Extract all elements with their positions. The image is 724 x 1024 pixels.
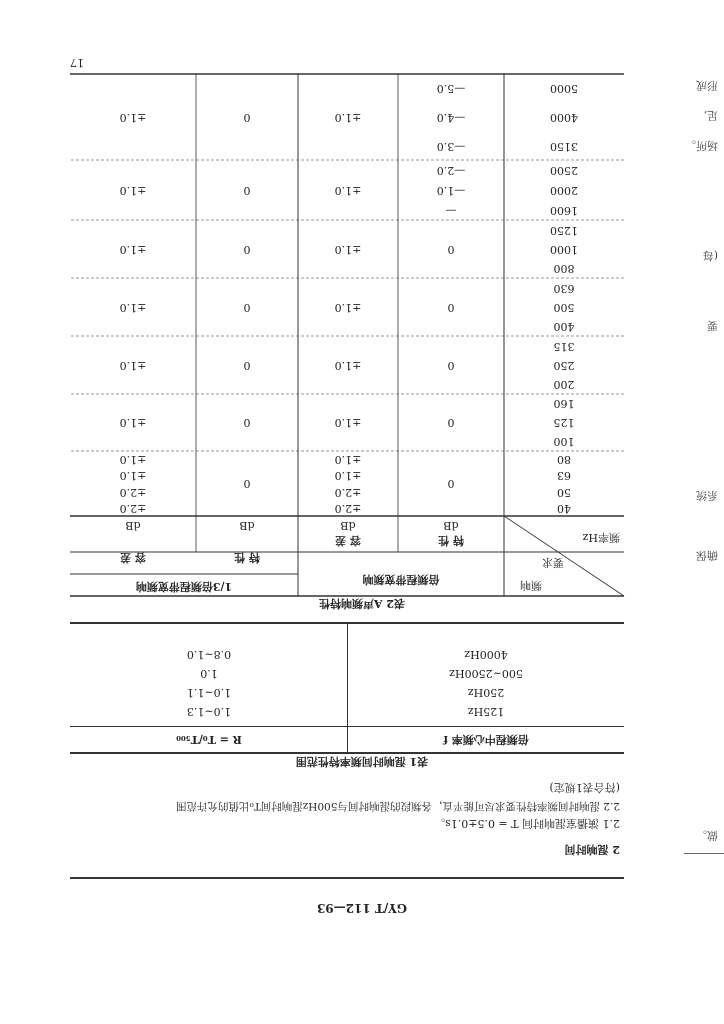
table2-cell: 3150 [550,139,578,153]
table2-cell: 250 [553,359,575,372]
group-label-third: 1/3倍频程带宽频响 [135,580,233,593]
table2-cell: ±1.0 [334,184,362,197]
table1-freq-cell: 125Hz [467,705,505,718]
table2-cell: 5000 [550,82,578,96]
table2-cell: —5.0 [436,82,466,96]
paragraph-2-1: 2.1 演播室混响时间 T = 0.5±0.1s。 [434,817,620,830]
table2-cell: 0 [243,301,251,314]
section-title: 2 混响时间 [564,843,620,856]
sub-oct-char-unit: dB [443,519,459,532]
margin-rule [684,853,724,854]
table1-caption: 表1 混响时间频率特性范围 [295,755,429,768]
table2-cell: 63 [557,469,571,483]
table2-cell: 125 [553,416,575,430]
table2-cell: ±1.0 [119,111,147,124]
table2-cell: 0 [447,359,455,372]
sub-third-tol-unit: dB [125,519,141,532]
margin-fragment: 足, [703,109,718,122]
table2-cell: —4.0 [436,111,466,124]
margin-fragment: 确保 [696,549,718,562]
table2-cell: 400 [553,320,575,334]
table2-cell: ±2.0 [334,501,362,515]
table2-cell: ±1.0 [119,469,147,483]
table2-cell: ±1.0 [334,243,362,256]
table2-cell: — [445,204,457,217]
table1-col-freq: 倍频程中心频率 f [443,733,529,746]
corner-label-freq: 频率Hz [582,531,620,544]
page-number: 17 [70,56,84,69]
table2-cell: ±1.0 [119,301,147,314]
table1-freq-cell: 500~2500Hz [449,667,523,680]
table2-cell: ±1.0 [119,453,147,467]
table2-cell: 0 [447,243,455,256]
table2-cell: 800 [553,262,575,276]
corner-label-req: 要求 [542,556,564,569]
table2-cell: 200 [553,378,575,392]
table2-cell: 0 [243,243,251,256]
table2-cell: ±1.0 [119,243,147,256]
sub-third-char: 特 性 [234,551,260,564]
table2-cell: 0 [243,477,251,491]
table2-cell: 630 [553,281,575,295]
table1-col-ratio: R = T₀/T₅₀₀ [176,733,242,746]
table2-cell: 40 [557,501,571,515]
paragraph-2-2: 2.2 混响时间频率特性要求尽可能平直，各频段的混响时间与500Hz混响时间T₀比值的允许范围 [176,800,620,812]
table2-cell: 0 [243,359,251,372]
table2-cell: ±2.0 [334,485,362,499]
table2-cell: 0 [243,416,251,430]
table2-cell: ±1.0 [119,184,147,197]
table2-cell: —2.0 [436,164,466,177]
sub-third-tol: 容 差 [120,551,146,564]
paragraph-2-2-cont: (符合表1规定) [549,781,620,794]
table2-cell: 2000 [550,184,578,197]
table1-freq-cell: 4000Hz [464,648,508,661]
table2-cell: ±1.0 [334,301,362,314]
margin-fragment: 做。 [696,829,718,842]
margin-fragment: 系统 [696,489,718,502]
table1-ratio-cell: 1.0 [200,667,218,680]
table2-cell: 160 [553,397,575,411]
margin-fragment: 形成 [696,79,718,92]
table2-cell: 50 [557,485,571,499]
sub-oct-tol: 容 差 [335,534,361,547]
table2-cell: ±1.0 [334,111,362,124]
sub-oct-tol-unit: dB [340,519,356,532]
margin-fragment: 要 [707,319,718,332]
table2-cell: ±1.0 [334,359,362,372]
table2-cell: 0 [447,477,455,491]
table2-cell: ±1.0 [119,359,147,372]
corner-label-resp: 频响 [520,579,542,592]
table2-cell: 2500 [550,164,578,177]
table2-cell: —3.0 [436,139,466,153]
sub-oct-char: 特 性 [438,534,464,547]
table2-cell: 4000 [550,111,578,124]
table1-ratio-cell: 0.8~1.0 [186,648,232,661]
table2-cell: 0 [243,111,251,124]
table2-cell: ±2.0 [119,501,147,515]
table2-cell: ±1.0 [334,416,362,430]
table2-cell: 500 [553,301,575,314]
table2-cell: 0 [447,416,455,430]
table2-cell: 100 [553,435,575,449]
table1-ratio-cell: 1.0~1.1 [186,686,232,699]
table2-cell: ±1.0 [334,453,362,467]
table2-cell: 315 [553,339,575,353]
margin-fragment: 场所。 [685,139,718,152]
sub-third-char-unit: dB [239,519,255,532]
table2-cell: ±1.0 [119,416,147,430]
table2-cell: 80 [557,453,571,467]
table2-cell: ±2.0 [119,485,147,499]
table1-freq-cell: 250Hz [467,686,505,699]
table2-cell: —1.0 [436,184,466,197]
table2-cell: 0 [447,301,455,314]
table2-caption: 表2 A声频响特性 [318,597,406,610]
table2-cell: 0 [243,184,251,197]
standard-code: GY/T 112—93 [316,901,408,915]
table2-cell: 1000 [550,243,578,256]
group-label-oct: 倍频程带宽频响 [362,573,440,586]
table2-cell: 1250 [550,223,578,237]
margin-fragment: (每 [702,249,718,262]
table1-ratio-cell: 1.0~1.3 [186,705,232,718]
table2-cell: 1600 [550,204,578,217]
table2-cell: ±1.0 [334,469,362,483]
